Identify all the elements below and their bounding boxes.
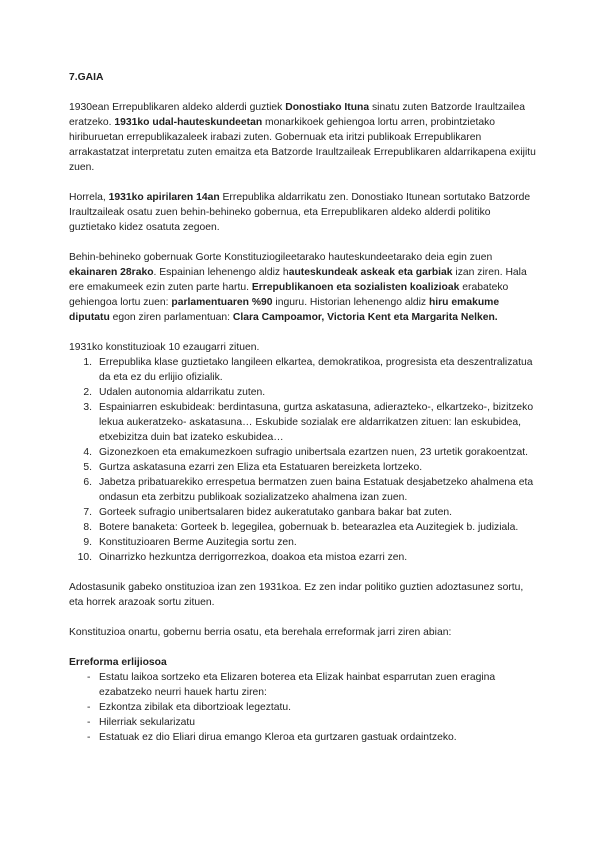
list-item-number: 1. <box>83 357 92 368</box>
list-item-text: Gorteek sufragio unibertsalaren bidez aukeratutako ganbara bakar bat zuten. <box>99 507 453 518</box>
list-item-text: Espainiarren eskubideak: berdintasuna, gurtza askatasuna, adierazteko-, elkartzeko-, bizitzeko lekua aukeratzeko- askatasuna… Eskubide sozialak ere aldarrikatzen zituen: lan eskubidea, etxebizitza duin bat izateko eskubidea… <box>99 402 534 443</box>
list-item-text: Udalen autonomia aldarrikatu zuten. <box>99 387 266 398</box>
list-item-text: Hilerriak sekularizatu <box>99 717 195 728</box>
constitution-features-list <box>69 355 540 565</box>
list-item-number: 6. <box>83 477 92 488</box>
list-item-text: Gizonezkoen eta emakumezkoen sufragio unibertsala ezartzen nuen, 23 urtetik gorakoentzat. <box>99 447 528 458</box>
dash-bullet: - <box>87 672 91 683</box>
list-item <box>69 715 540 730</box>
list-item <box>69 505 540 520</box>
list-item <box>69 400 540 445</box>
list-item-number: 9. <box>83 537 92 548</box>
paragraph-donostia-pact: 1930ean Errepublikaren aldeko alderdi guztiek Donostiako Ituna sinatu zuten Batzorde Iraultzailea eratzeko. 1931ko udal-hauteskundeetan monarkikoek gehiengoa lortu arren, probintzietako hiriburuetan errepublikazaleek irabazi zuten. Gobernuak eta iritzi publikoak Errepublikaren arrakastatzat interpretatu zuten emaitza eta Batzorde Iraultzaileak Errepublikaren aldarrikapena exijitu zuen. <box>69 102 536 173</box>
list-item-text: Ezkontza zibilak eta dibortzioak legeztatu. <box>99 702 292 713</box>
dash-bullet: - <box>87 702 91 713</box>
bold-june-28: ekainaren 28rako <box>69 267 154 278</box>
bold-women-names: Clara Campoamor, Victoria Kent eta Margarita Nelken. <box>232 312 498 323</box>
list-intro: 1931ko konstituzioak 10 ezaugarri zituen. <box>69 342 260 353</box>
paragraph-reforms-intro: Konstituzioa onartu, gobernu berria osatu, eta berehala erreformak jarri ziren abian: <box>69 627 452 638</box>
list-item-text: Gurtza askatasuna ezarri zen Eliza eta Estatuaren bereizketa lortzeko. <box>99 462 423 473</box>
bold-donostiako-ituna: Donostiako Ituna <box>285 102 370 113</box>
list-item-number: 10. <box>77 552 92 563</box>
list-item <box>69 460 540 475</box>
list-item-text: Estatu laikoa sortzeko eta Elizaren boterea eta Elizak hainbat esparrutan zuen eragina ezabatzeko neurri hauek hartu ziren: <box>99 672 496 698</box>
list-item-text: Oinarrizko hezkuntza derrigorrezkoa, doakoa eta mistoa ezarri zen. <box>99 552 408 563</box>
bold-free-elections: auteskundeak askeak eta garbiak <box>288 267 453 278</box>
bold-april-14: 1931ko apirilaren 14an <box>108 192 220 203</box>
list-item-number: 5. <box>83 462 92 473</box>
paragraph-republic-proclamation: Horrela, 1931ko apirilaren 14an Errepublika aldarrikatu zen. Donostiako Itunean sortutako Batzorde Iraultzaileak osatu zuen behin-behineko gobernua, eta Errepublikaren aldeko alderdi politiko guztietako kidez osatuta zegoen. <box>69 192 531 233</box>
reform-heading: Erreforma erlijiosoa <box>69 657 167 668</box>
list-item <box>69 445 540 460</box>
bold-coalition: Errepublikanoen eta sozialisten koalizioak <box>251 282 460 293</box>
list-item-text: Botere banaketa: Gorteek b. legegilea, gobernuak b. betearazlea eta Auzitegiek b. judiziala. <box>99 522 519 533</box>
list-item <box>69 355 540 385</box>
page-title: 7.GAIA <box>69 72 104 83</box>
list-item-number: 3. <box>83 402 92 413</box>
list-item <box>69 550 540 565</box>
bold-parliament-90: parlamentuaren %90 <box>171 297 273 308</box>
list-item <box>69 385 540 400</box>
bold-three-women: hiru emakume diputatu <box>69 297 500 323</box>
list-item <box>69 730 540 745</box>
list-item <box>69 700 540 715</box>
list-item-text: Estatuak ez dio Eliari dirua emango Kleroa eta gurtzaren gastuak ordaintzeko. <box>99 732 457 743</box>
dash-bullet: - <box>87 732 91 743</box>
paragraph-constituent-elections: Behin-behineko gobernuak Gorte Konstituziogileetarako hauteskundeetarako deia egin zuen ekainaren 28rako. Espainian lehenengo aldiz hauteskundeak askeak eta garbiak izan ziren. Hala ere emakumeek ezin zuten parte hartu. Errepublikanoen eta sozialisten koalizioak erabateko gehiengoa lortu zuen: parlamentuaren %90 inguru. Historian lehenengo aldiz hiru emakume diputatu egon ziren parlamentuan: Clara Campoamor, Victoria Kent eta Margarita Nelken. <box>69 252 527 323</box>
list-item <box>69 670 540 700</box>
list-item-text: Jabetza pribatuarekiko errespetua bermatzen zuen baina Estatuak desjabetzeko ahalmena eta ondasun eta zerbitzu publikoak sozializatzeko ahalmena izan zuen. <box>99 477 534 503</box>
list-item-number: 7. <box>83 507 92 518</box>
list-item-text: Konstituzioaren Berme Auzitegia sortu zen. <box>99 537 297 548</box>
religious-reform-list <box>69 670 540 745</box>
bold-udal-hauteskundeak: 1931ko udal-hauteskundeetan <box>114 117 263 128</box>
list-item-number: 8. <box>83 522 92 533</box>
list-item-text: Errepublika klase guztietako langileen elkartea, demokratikoa, progresista eta deszentralizatua da eta ez du erlijio ofizialik. <box>99 357 533 383</box>
list-item-number: 4. <box>83 447 92 458</box>
list-item <box>69 520 540 535</box>
list-item-number: 2. <box>83 387 92 398</box>
list-item <box>69 535 540 550</box>
paragraph-no-consensus: Adostasunik gabeko onstituzioa izan zen 1931koa. Ez zen indar politiko guztien adoztasunez sortu, eta horrek arazoak sortu zituen. <box>69 582 524 608</box>
list-item <box>69 475 540 505</box>
dash-bullet: - <box>87 717 91 728</box>
